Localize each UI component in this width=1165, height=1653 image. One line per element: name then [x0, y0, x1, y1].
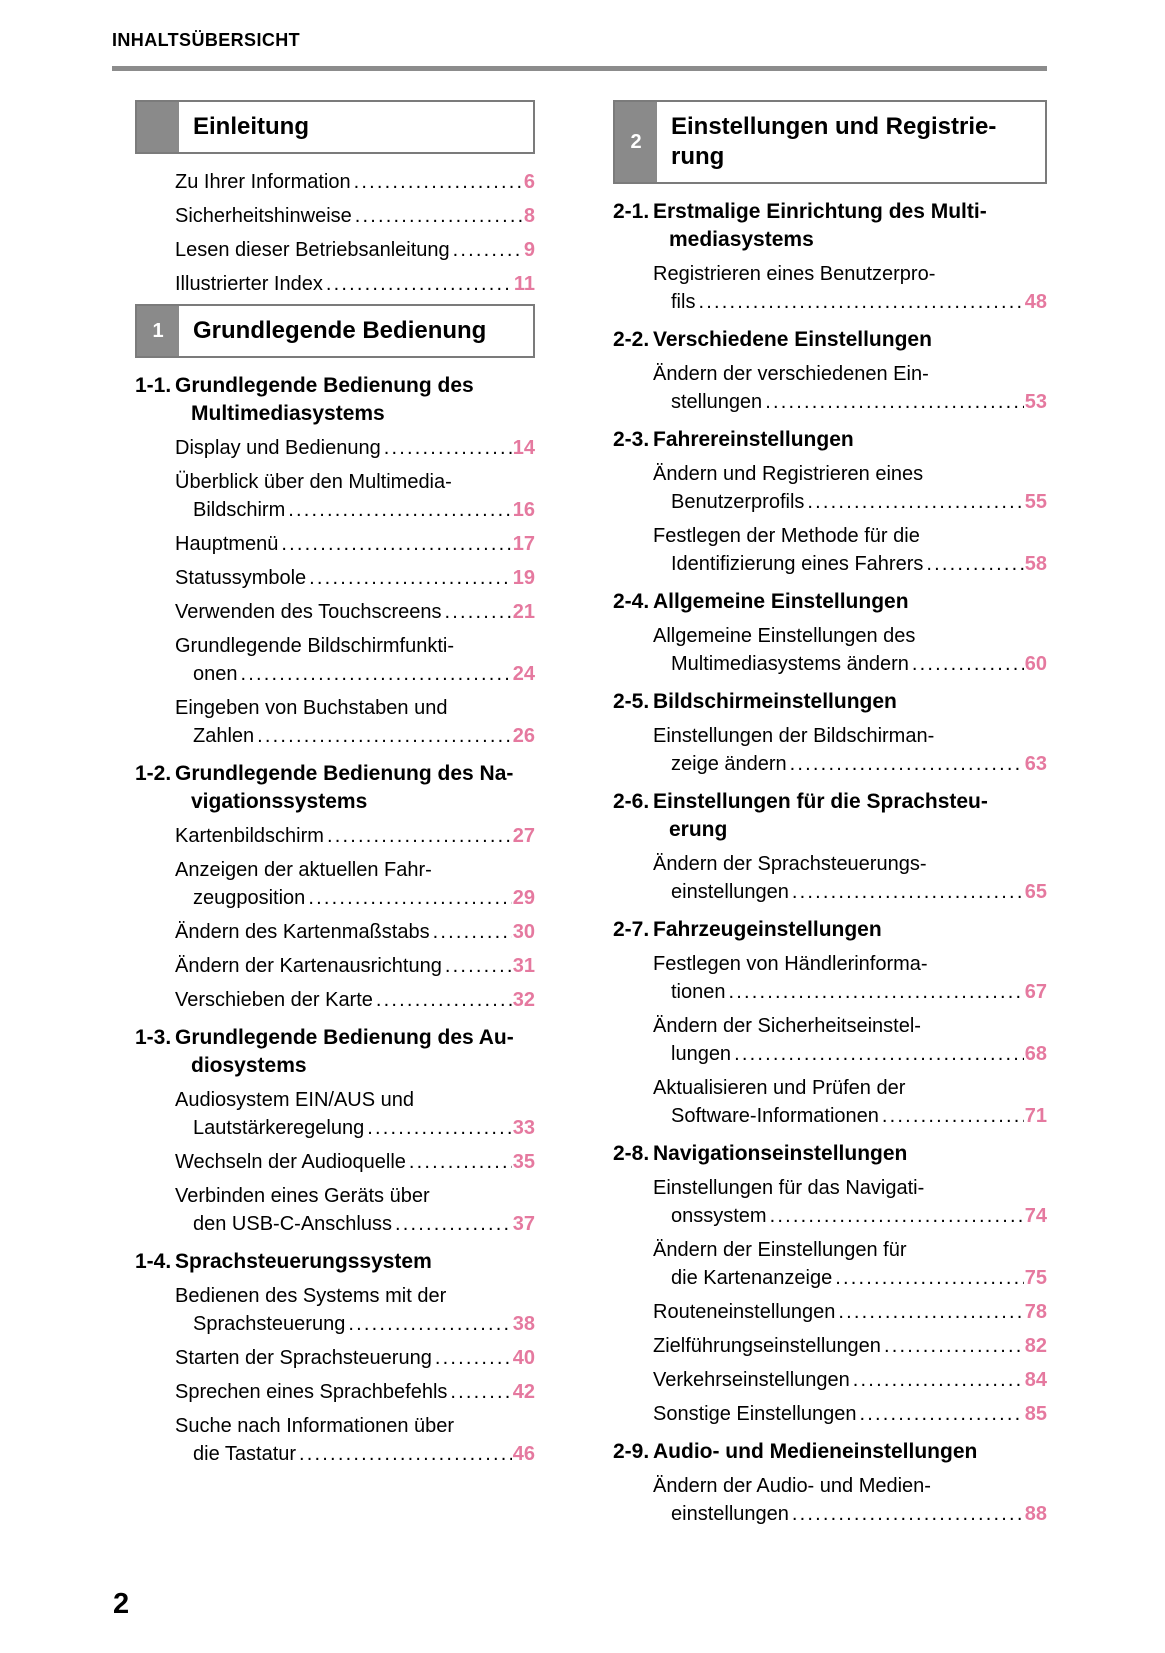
entry-last-line — [175, 952, 535, 980]
chapter-number — [137, 102, 179, 152]
section-title — [653, 1438, 1047, 1466]
section-number: 2-1. — [613, 200, 650, 223]
dot-leader — [853, 1366, 1024, 1394]
toc-entry — [653, 360, 1047, 416]
entry-text: Sicherheitshinweise — [175, 205, 352, 227]
dot-leader — [395, 1210, 512, 1238]
toc-entry — [653, 1236, 1047, 1292]
dot-leader — [444, 598, 511, 626]
entry-text: Verkehrseinstellungen — [653, 1369, 850, 1391]
dot-leader — [770, 1202, 1024, 1230]
section-heading — [613, 788, 1047, 844]
section-title-line: Grundlegende Bedienung des Na- — [175, 762, 514, 785]
section-number: 1-1. — [135, 374, 172, 397]
entry-text: Wechseln der Audioquelle — [175, 1151, 406, 1173]
page-number: 74 — [1024, 1205, 1047, 1227]
entry-last-line — [175, 202, 535, 230]
chapter-title — [179, 102, 311, 152]
dot-leader — [241, 660, 512, 688]
entry-last-line — [193, 1310, 535, 1338]
entry-text: die Tastatur — [193, 1443, 297, 1465]
entry-last-line — [653, 1298, 1047, 1326]
footer-page-number: 2 — [113, 1588, 130, 1620]
entry-last-line — [193, 496, 535, 524]
entry-text-line: Verbinden eines Geräts über — [175, 1185, 430, 1207]
section-title-line: vigationssystems — [191, 790, 368, 813]
toc-entry — [653, 1012, 1047, 1068]
page-number: 84 — [1024, 1369, 1047, 1391]
entry-last-line — [671, 1500, 1047, 1528]
page-number: 37 — [512, 1213, 535, 1235]
header-rule — [112, 66, 1047, 71]
page-number: 24 — [512, 663, 535, 685]
toc-entry — [175, 530, 535, 558]
entry-last-line — [175, 168, 535, 196]
entry-text-line: Festlegen von Händlerinforma- — [653, 953, 928, 975]
toc-entry — [175, 632, 535, 688]
entry-text: Benutzerprofils — [671, 491, 805, 513]
toc-entry — [175, 1182, 535, 1238]
dot-leader — [729, 978, 1024, 1006]
page-number: 19 — [512, 567, 535, 589]
dot-leader — [308, 884, 511, 912]
section-number: 1-4. — [135, 1250, 172, 1273]
entry-text: Sonstige Einstellungen — [653, 1403, 857, 1425]
entry-text: Zu Ihrer Information — [175, 171, 351, 193]
entry-text-line: Allgemeine Einstellungen des — [653, 625, 916, 647]
chapter-box — [613, 100, 1047, 184]
section-title-line: Erstmalige Einrichtung des Multi- — [653, 200, 987, 223]
toc-entry — [175, 1282, 535, 1338]
page-number: 60 — [1024, 653, 1047, 675]
section-title-line: Sprachsteuerungssystem — [175, 1250, 432, 1273]
entry-text: einstellungen — [671, 1503, 789, 1525]
page-number: 27 — [512, 825, 535, 847]
dot-leader — [288, 496, 512, 524]
section-title-line: erung — [669, 818, 728, 841]
entry-text: zeige ändern — [671, 753, 787, 775]
toc-entry — [653, 950, 1047, 1006]
entry-text: onssystem — [671, 1205, 767, 1227]
page-number: 48 — [1024, 291, 1047, 313]
toc-entry — [175, 1378, 535, 1406]
toc-entry — [653, 1174, 1047, 1230]
entry-text: zeugposition — [193, 887, 306, 909]
page-number: 82 — [1024, 1335, 1047, 1357]
toc-entry — [175, 168, 535, 196]
section-title — [653, 1140, 1047, 1168]
section-title — [653, 788, 1047, 844]
page-number: 17 — [512, 533, 535, 555]
section-title — [175, 760, 535, 816]
toc-entry — [175, 856, 535, 912]
entry-last-line — [671, 550, 1047, 578]
section-title-line: Fahrereinstellungen — [653, 428, 854, 451]
section-title — [653, 326, 1047, 354]
toc-entry — [175, 986, 535, 1014]
section-heading — [613, 916, 1047, 944]
page-number: 65 — [1024, 881, 1047, 903]
dot-leader — [327, 822, 512, 850]
toc-entry — [175, 202, 535, 230]
dot-leader — [326, 270, 513, 298]
entry-last-line — [671, 388, 1047, 416]
entry-text: tionen — [671, 981, 726, 1003]
toc-entry — [175, 918, 535, 946]
entry-text: Identifizierung eines Fahrers — [671, 553, 924, 575]
entry-text-line: Grundlegende Bildschirmfunkti- — [175, 635, 455, 657]
entry-last-line — [671, 978, 1047, 1006]
entry-last-line — [671, 1040, 1047, 1068]
dot-leader — [912, 650, 1024, 678]
page-number: 9 — [523, 239, 535, 261]
entry-last-line — [175, 434, 535, 462]
entry-text: Verwenden des Touchscreens — [175, 601, 442, 623]
section-title-line: Fahrzeugeinstellungen — [653, 918, 882, 941]
section-heading — [135, 1248, 535, 1276]
dot-leader — [309, 564, 512, 592]
page-number: 29 — [512, 887, 535, 909]
toc-entry — [175, 952, 535, 980]
entry-text: Kartenbildschirm — [175, 825, 324, 847]
dot-leader — [882, 1102, 1024, 1130]
page-number: 21 — [512, 601, 535, 623]
entry-last-line — [671, 1264, 1047, 1292]
entry-text: Zielführungseinstellungen — [653, 1335, 881, 1357]
section-title-line: Einstellungen für die Sprachsteu- — [653, 790, 988, 813]
dot-leader — [835, 1264, 1024, 1292]
toc-entry — [175, 1148, 535, 1176]
section-heading — [613, 688, 1047, 716]
toc-entry — [175, 1086, 535, 1142]
toc-entry — [653, 1074, 1047, 1130]
entry-text: Starten der Sprachsteuerung — [175, 1347, 432, 1369]
section-title-line: diosystems — [191, 1054, 307, 1077]
entry-last-line — [175, 236, 535, 264]
page-number: 6 — [523, 171, 535, 193]
entry-last-line — [175, 530, 535, 558]
page-number: 63 — [1024, 753, 1047, 775]
page-number: 31 — [512, 955, 535, 977]
entry-text-line: Ändern der Audio- und Medien- — [653, 1475, 931, 1497]
section-title — [653, 198, 1047, 254]
dot-leader — [792, 1500, 1024, 1528]
entry-last-line — [175, 598, 535, 626]
section-number: 2-9. — [613, 1440, 650, 1463]
dot-leader — [838, 1298, 1023, 1326]
section-number: 2-5. — [613, 690, 650, 713]
toc-entry — [175, 822, 535, 850]
entry-text-line: Bedienen des Systems mit der — [175, 1285, 447, 1307]
entry-last-line — [671, 288, 1047, 316]
page-number: 30 — [512, 921, 535, 943]
page-number: 55 — [1024, 491, 1047, 513]
section-title — [653, 916, 1047, 944]
entry-text: Zahlen — [193, 725, 255, 747]
entry-text: Lautstärkeregelung — [193, 1117, 365, 1139]
entry-text: die Kartenanzeige — [671, 1267, 833, 1289]
toc-entry — [653, 622, 1047, 678]
section-heading — [135, 372, 535, 428]
toc-entry — [653, 1332, 1047, 1360]
page-number: 26 — [512, 725, 535, 747]
entry-last-line — [175, 564, 535, 592]
page-number: 8 — [523, 205, 535, 227]
entry-last-line — [653, 1332, 1047, 1360]
entry-text: Display und Bedienung — [175, 437, 381, 459]
toc-entry — [175, 270, 535, 298]
dot-leader — [257, 722, 512, 750]
entry-text-line: Aktualisieren und Prüfen der — [653, 1077, 906, 1099]
chapter-number: 1 — [137, 306, 179, 356]
entry-last-line — [193, 722, 535, 750]
chapter-title-line: Einleitung — [193, 113, 309, 140]
chapter-title-line: Grundlegende Bedienung — [193, 317, 487, 344]
page-number: 46 — [512, 1443, 535, 1465]
entry-text: Bildschirm — [193, 499, 286, 521]
dot-leader — [790, 750, 1024, 778]
entry-text-line: Anzeigen der aktuellen Fahr- — [175, 859, 432, 881]
chapter-number: 2 — [615, 102, 657, 182]
entry-text: den USB-C-Anschluss — [193, 1213, 392, 1235]
page-number: 85 — [1024, 1403, 1047, 1425]
entry-text: Lesen dieser Betriebsanleitung — [175, 239, 450, 261]
entry-text-line: Festlegen der Methode für die — [653, 525, 920, 547]
section-number: 2-7. — [613, 918, 650, 941]
toc-entry — [175, 1344, 535, 1372]
dot-leader — [698, 288, 1023, 316]
entry-text-line: Ändern der Sprachsteuerungs- — [653, 853, 927, 875]
dot-leader — [355, 202, 523, 230]
section-title — [653, 588, 1047, 616]
section-number: 2-6. — [613, 790, 650, 813]
entry-text-line: Einstellungen für das Navigati- — [653, 1177, 925, 1199]
entry-text: stellungen — [671, 391, 763, 413]
entry-last-line — [671, 1202, 1047, 1230]
toc-entry — [653, 1400, 1047, 1428]
section-title — [653, 688, 1047, 716]
page-number: 42 — [512, 1381, 535, 1403]
entry-last-line — [653, 1400, 1047, 1428]
toc-entry — [653, 1472, 1047, 1528]
page-number: 88 — [1024, 1503, 1047, 1525]
dot-leader — [354, 168, 523, 196]
entry-text-line: Ändern der Sicherheitseinstel- — [653, 1015, 921, 1037]
entry-last-line — [175, 822, 535, 850]
section-title-line: mediasystems — [669, 228, 814, 251]
toc-entry — [175, 468, 535, 524]
entry-last-line — [175, 986, 535, 1014]
section-number: 2-2. — [613, 328, 650, 351]
dot-leader — [445, 952, 512, 980]
entry-text: onen — [193, 663, 238, 685]
section-heading — [613, 198, 1047, 254]
entry-last-line — [671, 488, 1047, 516]
entry-last-line — [671, 650, 1047, 678]
entry-last-line — [671, 750, 1047, 778]
entry-text: fils — [671, 291, 696, 313]
page-number: 71 — [1024, 1105, 1047, 1127]
page-title: INHALTSÜBERSICHT — [112, 30, 301, 50]
toc-entry — [175, 694, 535, 750]
entry-text: Ändern der Kartenausrichtung — [175, 955, 442, 977]
entry-text: einstellungen — [671, 881, 789, 903]
dot-leader — [376, 986, 512, 1014]
section-number: 2-3. — [613, 428, 650, 451]
entry-text-line: Suche nach Informationen über — [175, 1415, 455, 1437]
toc-entry — [175, 434, 535, 462]
entry-text-line: Ändern der Einstellungen für — [653, 1239, 907, 1261]
page-number: 32 — [512, 989, 535, 1011]
toc-entry — [653, 460, 1047, 516]
dot-leader — [765, 388, 1024, 416]
toc-entry — [653, 1366, 1047, 1394]
entry-last-line — [175, 1148, 535, 1176]
section-title-line: Bildschirmeinstellungen — [653, 690, 897, 713]
section-title-line: Grundlegende Bedienung des Au- — [175, 1026, 514, 1049]
entry-text: Verschieben der Karte — [175, 989, 373, 1011]
section-title-line: Multimediasystems — [191, 402, 385, 425]
chapter-box — [135, 100, 535, 154]
entry-text: Illustrierter Index — [175, 273, 323, 295]
entry-last-line — [175, 270, 535, 298]
dot-leader — [792, 878, 1024, 906]
entry-text-line: Ändern der verschiedenen Ein- — [653, 363, 929, 385]
dot-leader — [299, 1440, 512, 1468]
entry-last-line — [653, 1366, 1047, 1394]
toc-entry — [653, 260, 1047, 316]
entry-text: Multimediasystems ändern — [671, 653, 909, 675]
section-number: 1-2. — [135, 762, 172, 785]
section-title — [175, 372, 535, 428]
section-heading — [613, 588, 1047, 616]
chapter-title-line: Einstellungen und Registrie- — [671, 113, 997, 140]
section-heading — [613, 1438, 1047, 1466]
entry-text: Hauptmenü — [175, 533, 279, 555]
entry-last-line — [193, 660, 535, 688]
entry-text: Sprachsteuerung — [193, 1313, 346, 1335]
dot-leader — [859, 1400, 1023, 1428]
section-title — [175, 1024, 535, 1080]
section-number: 2-4. — [613, 590, 650, 613]
toc-column-left — [135, 100, 535, 1474]
dot-leader — [926, 550, 1023, 578]
chapter-title — [657, 102, 998, 182]
section-title-line: Verschiedene Einstellungen — [653, 328, 932, 351]
toc-column-right — [613, 100, 1047, 1534]
page-number: 11 — [513, 273, 535, 295]
section-heading — [613, 1140, 1047, 1168]
dot-leader — [453, 236, 523, 264]
entry-text-line: Einstellungen der Bildschirman- — [653, 725, 935, 747]
section-title-line: Navigationseinstellungen — [653, 1142, 908, 1165]
toc-entry — [653, 850, 1047, 906]
page-number: 53 — [1024, 391, 1047, 413]
section-heading — [135, 1024, 535, 1080]
dot-leader — [409, 1148, 512, 1176]
entry-text-line: Überblick über den Multimedia- — [175, 471, 452, 493]
toc-entry — [653, 522, 1047, 578]
entry-text: Ändern des Kartenmaßstabs — [175, 921, 430, 943]
section-heading — [613, 426, 1047, 454]
section-title-line: Allgemeine Einstellungen — [653, 590, 909, 613]
page-number: 40 — [512, 1347, 535, 1369]
toc-entry — [175, 1412, 535, 1468]
section-title — [653, 426, 1047, 454]
dot-leader — [433, 918, 512, 946]
entry-text-line: Registrieren eines Benutzerpro- — [653, 263, 936, 285]
section-heading — [135, 760, 535, 816]
chapter-title-line: rung — [671, 143, 725, 170]
entry-text: Routeneinstellungen — [653, 1301, 836, 1323]
entry-last-line — [193, 884, 535, 912]
page-number: 33 — [512, 1117, 535, 1139]
dot-leader — [807, 488, 1023, 516]
toc-entry — [175, 564, 535, 592]
toc-entry — [175, 598, 535, 626]
chapter-title — [179, 306, 488, 356]
page-number: 58 — [1024, 553, 1047, 575]
dot-leader — [367, 1114, 512, 1142]
entry-last-line — [193, 1210, 535, 1238]
entry-text: Statussymbole — [175, 567, 307, 589]
dot-leader — [884, 1332, 1024, 1360]
page-number: 38 — [512, 1313, 535, 1335]
page-number: 16 — [512, 499, 535, 521]
page-number: 67 — [1024, 981, 1047, 1003]
entry-text: Software-Informationen — [671, 1105, 879, 1127]
page-number: 75 — [1024, 1267, 1047, 1289]
toc-entry — [175, 236, 535, 264]
entry-text: Sprechen eines Sprachbefehls — [175, 1381, 448, 1403]
entry-last-line — [193, 1440, 535, 1468]
entry-text-line: Ändern und Registrieren eines — [653, 463, 924, 485]
dot-leader — [384, 434, 512, 462]
dot-leader — [281, 530, 511, 558]
entry-text: lungen — [671, 1043, 732, 1065]
page-number: 35 — [512, 1151, 535, 1173]
entry-last-line — [671, 1102, 1047, 1130]
entry-last-line — [193, 1114, 535, 1142]
entry-last-line — [175, 918, 535, 946]
section-heading — [613, 326, 1047, 354]
chapter-box — [135, 304, 535, 358]
entry-text-line: Eingeben von Buchstaben und — [175, 697, 448, 719]
entry-last-line — [175, 1344, 535, 1372]
section-title — [175, 1248, 535, 1276]
entry-text-line: Audiosystem EIN/AUS und — [175, 1089, 414, 1111]
section-number: 1-3. — [135, 1026, 172, 1049]
section-title-line: Audio- und Medieneinstellungen — [653, 1440, 978, 1463]
dot-leader — [435, 1344, 512, 1372]
toc-entry — [653, 722, 1047, 778]
toc-entry — [653, 1298, 1047, 1326]
dot-leader — [450, 1378, 511, 1406]
page-number: 14 — [512, 437, 535, 459]
dot-leader — [348, 1310, 511, 1338]
section-number: 2-8. — [613, 1142, 650, 1165]
entry-last-line — [671, 878, 1047, 906]
page-number: 78 — [1024, 1301, 1047, 1323]
section-title-line: Grundlegende Bedienung des — [175, 374, 474, 397]
page-number: 68 — [1024, 1043, 1047, 1065]
dot-leader — [734, 1040, 1024, 1068]
entry-last-line — [175, 1378, 535, 1406]
